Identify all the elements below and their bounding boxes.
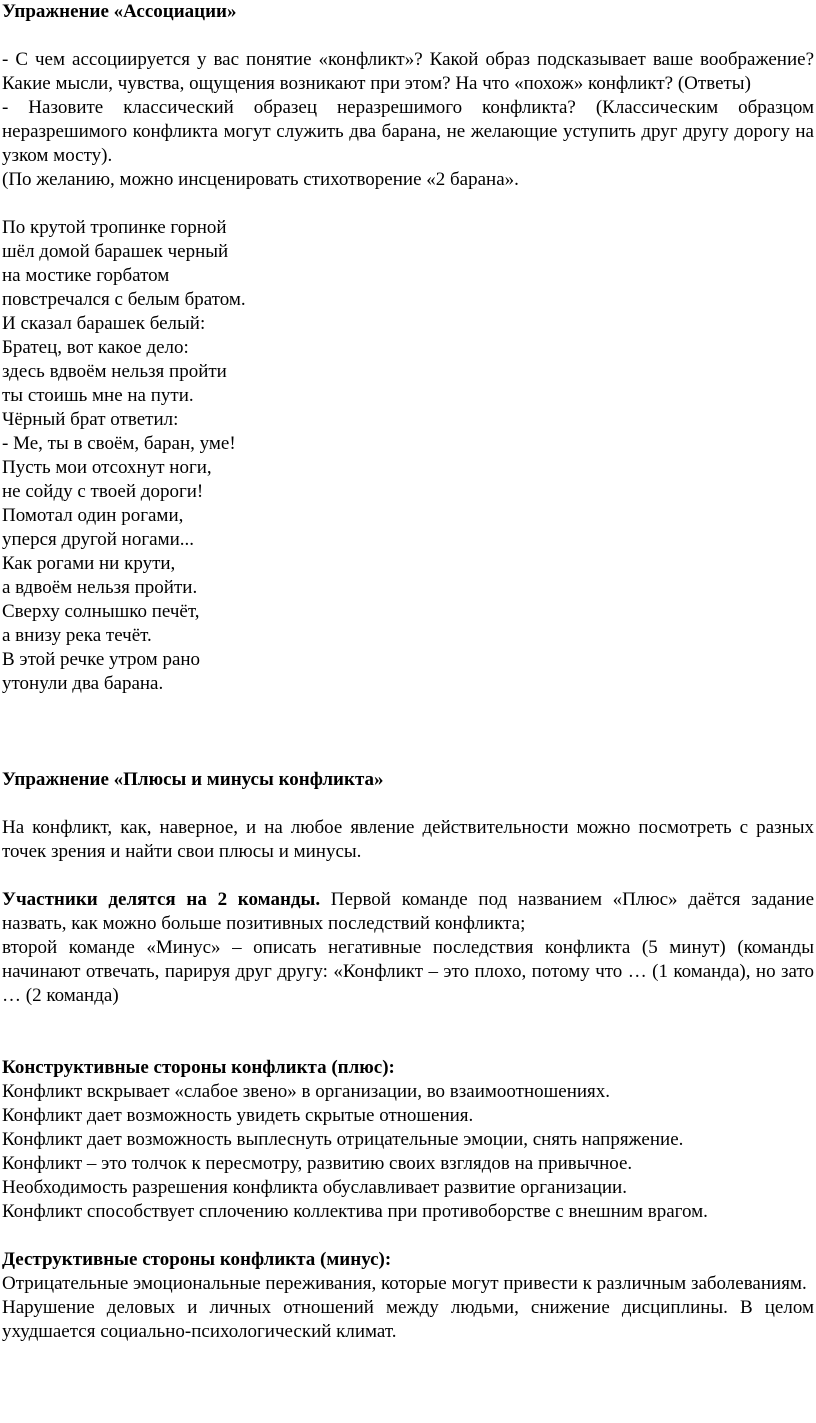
spacer	[2, 1224, 814, 1248]
poem-line: Братец, вот какое дело:	[2, 337, 189, 358]
poem-line: не сойду с твоей дороги!	[2, 481, 204, 502]
exercise-associations-title: Упражнение «Ассоциации»	[2, 1, 237, 22]
poem-line: а вдвоём нельзя пройти.	[2, 577, 198, 598]
spacer	[2, 192, 814, 216]
poem-line: шёл домой барашек черный	[2, 241, 229, 262]
poem-line: Помотал один рогами,	[2, 505, 184, 526]
teams-instruction-bold: Участники делятся на 2 команды.	[2, 889, 321, 910]
teams-instruction	[2, 888, 814, 936]
constructive-sides-list	[2, 1080, 814, 1224]
poem-line: уперся другой ногами...	[2, 529, 195, 550]
spacer	[2, 792, 814, 816]
list-item: Конфликт дает возможность выплеснуть отрицательные эмоции, снять напряжение.	[2, 1129, 684, 1150]
poem-line: И сказал барашек белый:	[2, 313, 206, 334]
destructive-item: Нарушение деловых и личных отношений между людьми, снижение дисциплины. В целом ухудшается социально-психологический климат.	[2, 1297, 814, 1342]
list-item: Необходимость разрешения конфликта обуславливает развитие организации.	[2, 1177, 627, 1198]
poem-line: В этой речке утром рано	[2, 649, 201, 670]
poem-line: Сверху солнышко печёт,	[2, 601, 200, 622]
question-associations: - С чем ассоциируется у вас понятие «конфликт»? Какой образ подсказывает ваше воображение? Какие мысли, чувства, ощущения возникают при этом? На что «похож» конфликт? (Ответы)	[2, 49, 814, 94]
poem-line: повстречался с белым братом.	[2, 289, 246, 310]
spacer	[2, 864, 814, 888]
constructive-sides-title: Конструктивные стороны конфликта (плюс):	[2, 1057, 395, 1078]
list-item: Конфликт способствует сплочению коллектива при противоборстве с внешним врагом.	[2, 1201, 708, 1222]
poem-two-rams	[2, 216, 814, 696]
pros-cons-intro: На конфликт, как, наверное, и на любое явление действительности можно посмотреть с разных точек зрения и найти свои плюсы и минусы.	[2, 817, 814, 862]
poem-line: ты стоишь мне на пути.	[2, 385, 194, 406]
poem-line: Пусть мои отсохнут ноги,	[2, 457, 212, 478]
poem-line: здесь вдвоём нельзя пройти	[2, 361, 227, 382]
list-item: Конфликт дает возможность увидеть скрытые отношения.	[2, 1105, 474, 1126]
destructive-item: Отрицательные эмоциональные переживания, которые могут привести к различным заболеваниям.	[2, 1273, 807, 1294]
poem-line: а внизу река течёт.	[2, 625, 152, 646]
poem-line: - Ме, ты в своём, баран, уме!	[2, 433, 236, 454]
staging-note: (По желанию, можно инсценировать стихотворение «2 барана».	[2, 169, 519, 190]
exercise-pros-cons-title: Упражнение «Плюсы и минусы конфликта»	[2, 769, 384, 790]
teams-instruction-second: второй команде «Минус» – описать негативные последствия конфликта (5 минут) (команды начинают отвечать, парируя друг другу: «Конфликт – это плохо, потому что … (1 команда), но зато … (2 команда)	[2, 937, 814, 1006]
poem-line: на мостике горбатом	[2, 265, 170, 286]
teams-instruction-text: Первой команде под названием «Плюс» даётся задание назвать, как можно больше позитивных последствий конфликта;	[2, 889, 814, 934]
spacer	[2, 696, 814, 768]
poem-line: Как рогами ни крути,	[2, 553, 176, 574]
poem-line: По крутой тропинке горной	[2, 217, 227, 238]
poem-line: Чёрный брат ответил:	[2, 409, 179, 430]
spacer	[2, 1008, 814, 1056]
destructive-sides-title: Деструктивные стороны конфликта (минус):	[2, 1249, 392, 1270]
question-classic-conflict: - Назовите классический образец неразрешимого конфликта? (Классическим образцом неразрешимого конфликта могут служить два барана, не желающие уступить друг другу дорогу на узком мосту).	[2, 97, 814, 166]
poem-line: утонули два барана.	[2, 673, 164, 694]
spacer	[2, 24, 814, 48]
list-item: Конфликт – это толчок к пересмотру, развитию своих взглядов на привычное.	[2, 1153, 633, 1174]
list-item: Конфликт вскрывает «слабое звено» в организации, во взаимоотношениях.	[2, 1081, 611, 1102]
